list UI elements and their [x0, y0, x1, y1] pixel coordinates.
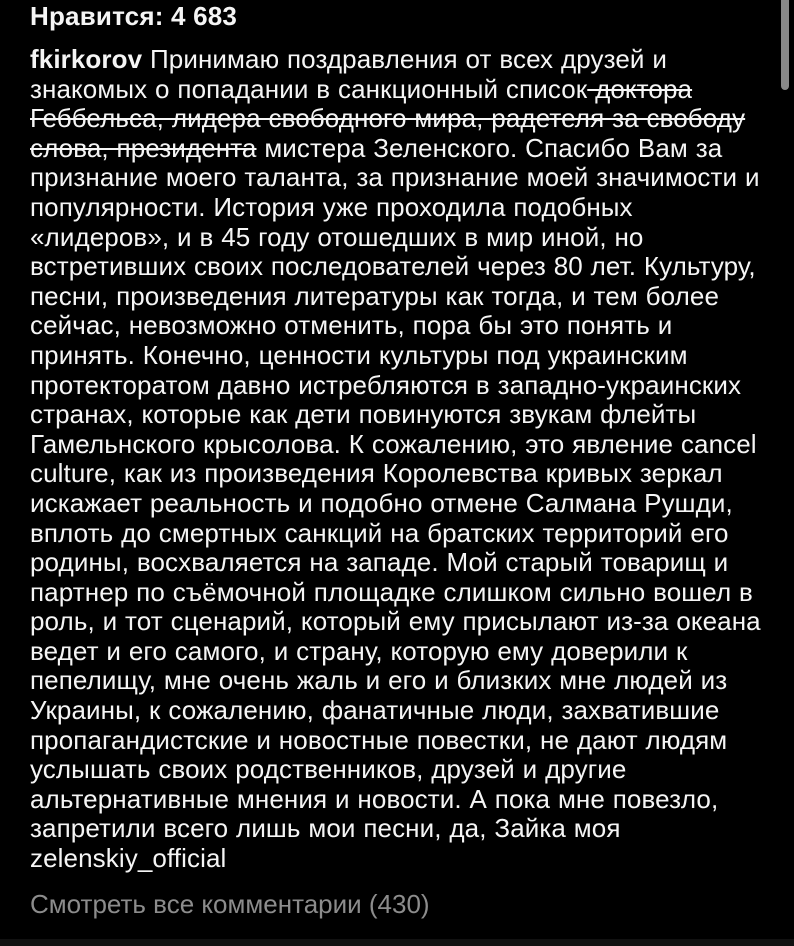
- caption-text-before-strike: Принимаю поздравления от всех друзей и знакомых о попадании в санкционный список: [30, 44, 667, 104]
- next-section-edge: [0, 939, 794, 946]
- author-username[interactable]: fkirkorov: [30, 44, 143, 74]
- view-all-comments-link[interactable]: Смотреть все комментарии (430): [30, 888, 430, 919]
- caption-text-strikethrough: доктора Геббельса, лидера свободного мира, радетеля за свободу слова, президента: [30, 73, 746, 163]
- mention-zelenskiy-official[interactable]: zelenskiy_official: [30, 843, 227, 874]
- post-caption: [30, 45, 764, 874]
- likes-count[interactable]: Нравится: 4 683: [30, 1, 238, 31]
- scrollbar-thumb[interactable]: [781, 0, 789, 90]
- caption-text-after-strike: мистера Зеленского. Спасибо Вам за признание моего таланта, за признание моей значимости и популярности. История уже проходила подобных «лидеров», и в 45 году отошедших в мир иной, но встретивших своих последователей через 80 лет. Культуру, песни, произведения литературы как тогда, и тем более сейчас, невозможно отменить, пора бы это понять и принять. Конечно, ценности культуры под украинским протекторатом давно истребляются в западно-украинских странах, которые как дети повинуются звукам флейты Гамельнского крысолова. К сожалению, это явление cancel culture, как из произведения Королевства кривых зеркал искажает реальность и подобно отмене Салмана Рушди, вплоть до смертных санкций на братских территорий его родины, восхваляется на западе. Мой старый товарищ и партнер по съёмочной площадке слишком сильно вошел в роль, и тот сценарий, который ему присылают из-за океана ведет и его самого, и страну, которую ему доверили к пепелищу, мне очень жаль и его и близких мне людей из Украины, к сожалению, фанатичные люди, захватившие пропагандистские и новостные повестки, не дают людям услышать своих родственников, друзей и другие альтернативные мнения и новости. А пока мне повезло, запретили всего лишь мои песни, да, Зайка моя: [30, 132, 761, 844]
